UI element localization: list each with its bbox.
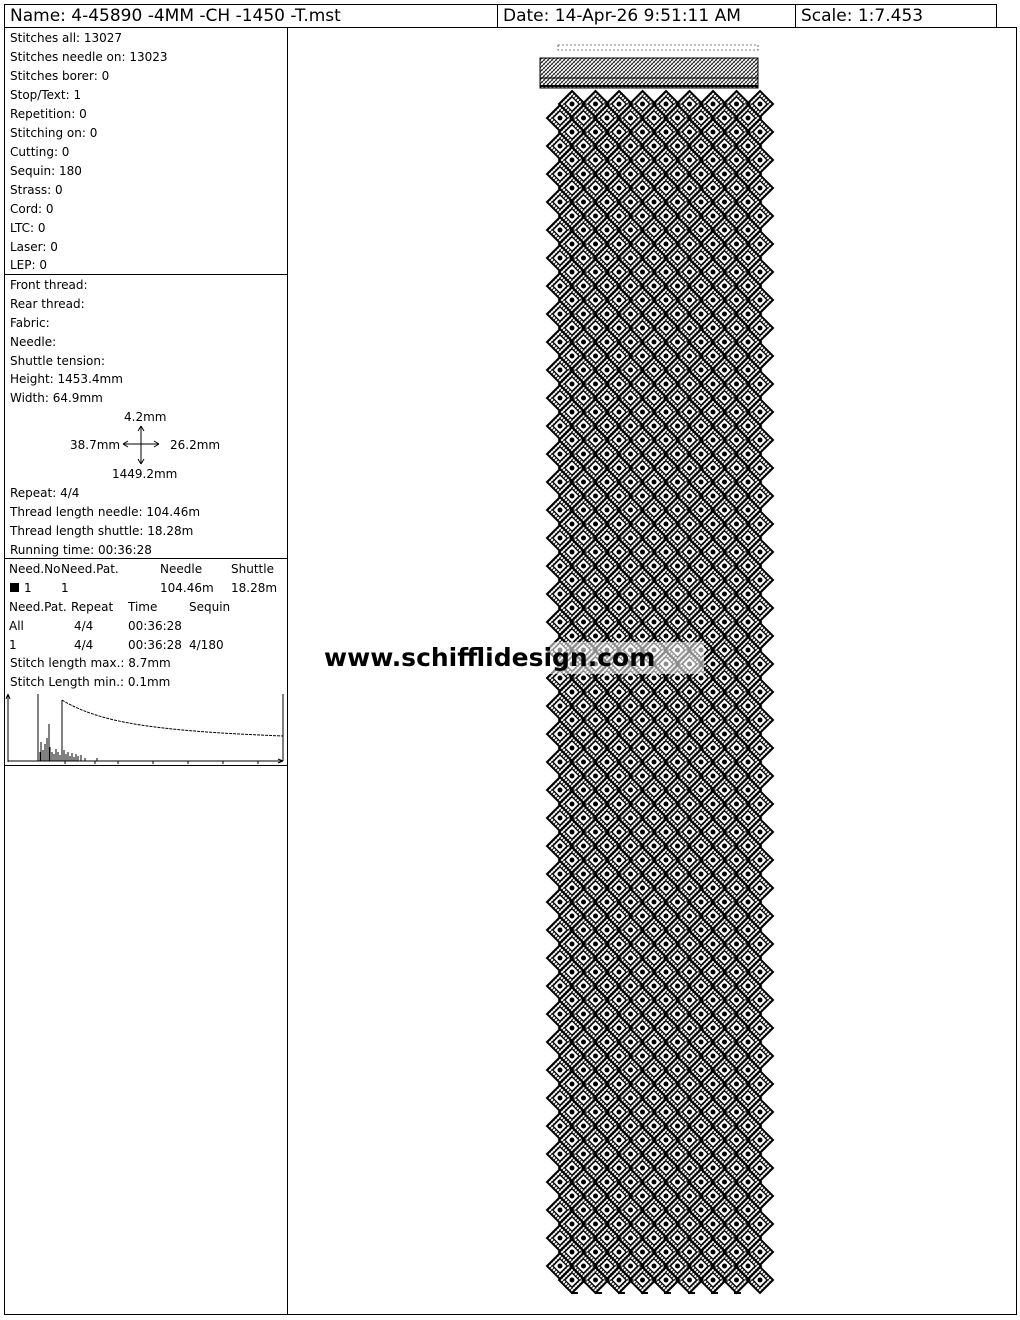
needle-table-needle: 104.46m <box>160 581 214 595</box>
stat-ltc: LTC: 0 <box>10 221 46 235</box>
pattern-table-header-pat: Need.Pat. <box>9 600 67 614</box>
offset-right: 26.2mm <box>170 438 221 452</box>
pattern-row-all-pat: All <box>9 619 24 633</box>
file-name: Name: 4-45890 -4MM -CH -1450 -T.mst <box>4 4 498 28</box>
divider <box>5 765 287 766</box>
needle-table-header-pat: Need.Pat. <box>61 562 119 576</box>
diamond-pattern <box>547 91 773 1293</box>
needle-marks <box>558 45 758 50</box>
pattern-table-header-time: Time <box>128 600 158 614</box>
stat-stitches-borer: Stitches borer: 0 <box>10 69 110 83</box>
pattern-table-header-repeat: Repeat <box>71 600 114 614</box>
pattern-row-1-sequin: 4/180 <box>189 638 224 652</box>
shuttle-tension: Shuttle tension: <box>10 354 106 368</box>
info-panel <box>4 27 288 1315</box>
pattern-row-all-time: 00:36:28 <box>128 619 182 633</box>
needle-table-no: 1 <box>24 581 32 595</box>
stitch-length-min: Stitch Length min.: 0.1mm <box>10 675 171 689</box>
stitch-length-max: Stitch length max.: 8.7mm <box>10 656 171 670</box>
pattern-row-1-pat: 1 <box>9 638 17 652</box>
pattern-row-1-repeat: 4/4 <box>74 638 94 652</box>
needle-table-header-needle: Needle <box>160 562 203 576</box>
design-width: Width: 64.9mm <box>10 391 103 405</box>
design-height: Height: 1453.4mm <box>10 372 123 386</box>
needle-table-pat: 1 <box>61 581 69 595</box>
offset-left: 38.7mm <box>70 438 121 452</box>
stat-stitching-on: Stitching on: 0 <box>10 126 98 140</box>
offset-bottom: 1449.2mm <box>112 467 178 481</box>
pattern-table-header-sequin: Sequin <box>189 600 231 614</box>
stat-repetition: Repetition: 0 <box>10 107 87 121</box>
running-time: Running time: 00:36:28 <box>10 543 152 557</box>
stat-cutting: Cutting: 0 <box>10 145 70 159</box>
stat-cord: Cord: 0 <box>10 202 54 216</box>
pattern-row-all-repeat: 4/4 <box>74 619 94 633</box>
thread-length-shuttle: Thread length shuttle: 18.28m <box>10 524 194 538</box>
needle: Needle: <box>10 335 57 349</box>
front-thread: Front thread: <box>10 278 88 292</box>
stat-laser: Laser: 0 <box>10 240 58 254</box>
needle-table-shuttle: 18.28m <box>231 581 278 595</box>
scale-label: Scale: 1:7.453 <box>795 4 997 28</box>
rear-thread: Rear thread: <box>10 297 85 311</box>
offset-top: 4.2mm <box>124 410 167 424</box>
watermark: www.schifflidesign.com <box>324 642 704 674</box>
divider <box>5 274 287 275</box>
needle-table-header-no: Need.No <box>9 562 61 576</box>
thread-length-needle: Thread length needle: 104.46m <box>10 505 201 519</box>
repeat: Repeat: 4/4 <box>10 486 80 500</box>
divider <box>5 558 287 559</box>
stat-strass: Strass: 0 <box>10 183 63 197</box>
pattern-row-1-time: 00:36:28 <box>128 638 182 652</box>
needle-table-header-shuttle: Shuttle <box>231 562 274 576</box>
stat-sequin: Sequin: 180 <box>10 164 82 178</box>
stat-stop-text: Stop/Text: 1 <box>10 88 82 102</box>
stat-stitches-all: Stitches all: 13027 <box>10 31 123 45</box>
stitch-length-graph <box>5 692 287 764</box>
stat-lep: LEP: 0 <box>10 258 47 272</box>
print-date: Date: 14-Apr-26 9:51:11 AM <box>497 4 796 28</box>
stat-stitches-needle: Stitches needle on: 13023 <box>10 50 168 64</box>
color-swatch <box>10 583 19 592</box>
fabric: Fabric: <box>10 316 50 330</box>
